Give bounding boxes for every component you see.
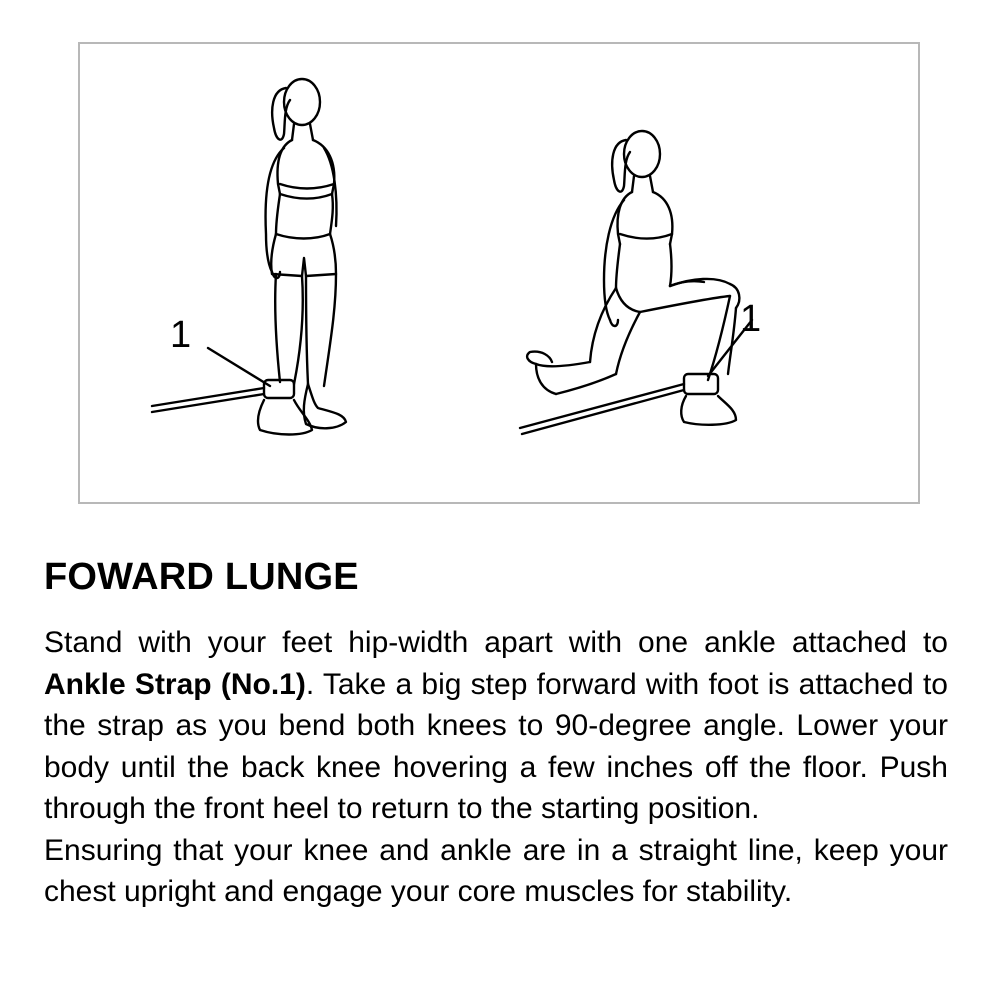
illustration-frame xyxy=(78,42,920,504)
callout-label-right: 1 xyxy=(740,298,762,340)
ankle-strap-reference: Ankle Strap (No.1) xyxy=(44,667,306,701)
paragraph-text: Stand with your feet hip-width apart with one ankle attached to xyxy=(44,626,948,659)
paragraph-text: . Take a big step forward with foot is attached to the strap as you bend both knees to 90-degree angle. Lower your body until the back knee hovering a few inches off the floor. Push through the front heel to return to the starting position. xyxy=(44,667,948,825)
exercise-title: FOWARD LUNGE xyxy=(44,556,359,598)
lunge-illustration xyxy=(80,44,922,506)
instruction-paragraph-2: Ensuring that your knee and ankle are in a straight line, keep your chest upright and engage your core muscles for stability. xyxy=(44,833,948,908)
standing-figure xyxy=(152,79,346,435)
instructions xyxy=(44,622,948,913)
instruction-paragraph-1 xyxy=(44,622,948,830)
callout-label-left: 1 xyxy=(170,314,192,356)
lunging-figure xyxy=(520,131,752,434)
